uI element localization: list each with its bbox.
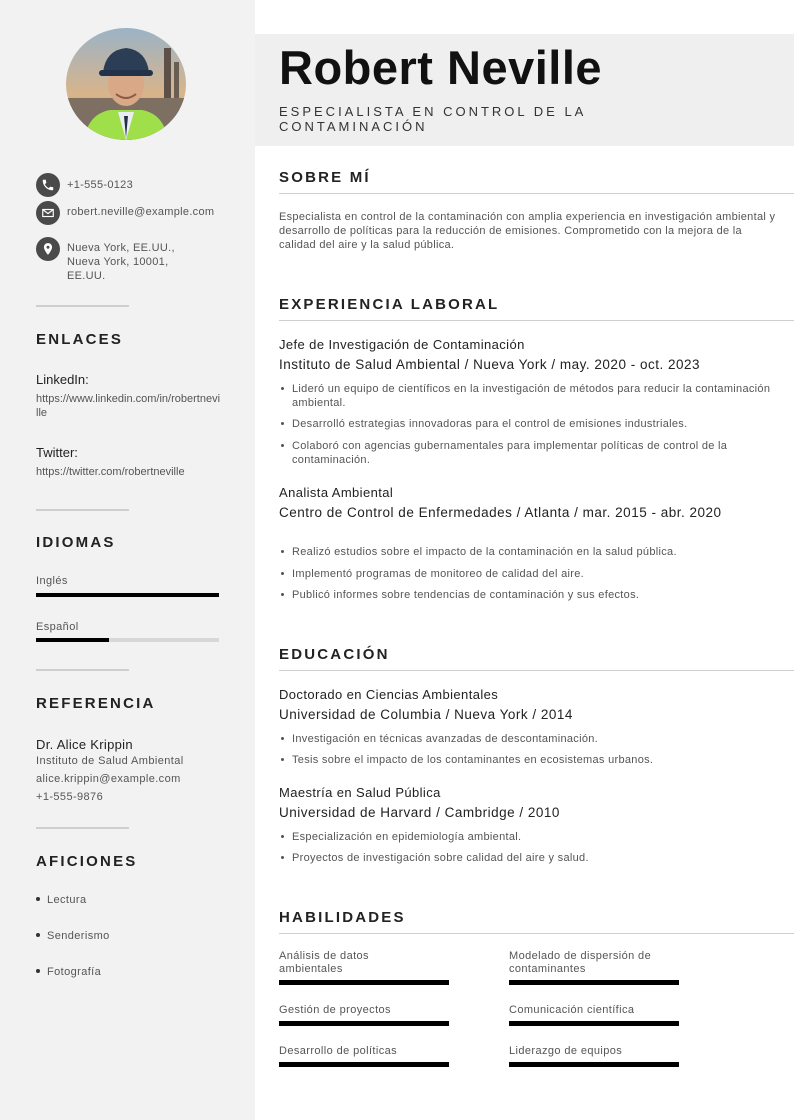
education-heading: EDUCACIÓN [279, 646, 390, 663]
divider [36, 305, 129, 307]
links-heading: ENLACES [36, 331, 124, 348]
divider [36, 827, 129, 829]
contact-phone [36, 173, 217, 197]
profile-photo [66, 28, 186, 140]
about-text: Especialista en control de la contaminación con amplia experiencia en investigación ambiental y desarrollo de políticas para la reducción de emisiones. Comprometido con la mejora de la calidad del aire y la salud pública. [279, 211, 776, 251]
job-org-1: Instituto de Salud Ambiental / Nueva York / may. 2020 - oct. 2023 [279, 357, 700, 372]
job-title: ESPECIALISTA EN CONTROL DE LA CONTAMINACIÓN [279, 104, 586, 134]
education-bullet: Investigación en técnicas avanzadas de descontaminación. [279, 732, 779, 746]
section-rule [279, 933, 794, 934]
job-bullet: Desarrolló estrategias innovadoras para el control de emisiones industriales. [279, 417, 779, 431]
job-bullet: Lideró un equipo de científicos en la investigación de métodos para reducir la contaminación ambiental. [279, 382, 779, 410]
contact-phone-text: +1-555-0123 [67, 179, 133, 191]
job-title-2: Analista Ambiental [279, 485, 394, 500]
linkedin-link[interactable]: https://www.linkedin.com/in/robertneville [36, 393, 221, 419]
skill-level-bar [509, 1021, 679, 1026]
reference-heading: REFERENCIA [36, 695, 156, 712]
divider [36, 509, 129, 511]
job-title-1: Jefe de Investigación de Contaminación [279, 337, 525, 352]
section-rule [279, 670, 794, 671]
person-name: Robert Neville [279, 41, 603, 94]
languages-heading: IDIOMAS [36, 534, 116, 551]
twitter-label: Twitter: [36, 445, 78, 460]
degree-2: Maestría en Salud Pública [279, 785, 441, 800]
language-name: Español [36, 621, 79, 633]
reference-email: alice.krippin@example.com [36, 773, 181, 785]
phone-icon [36, 173, 60, 197]
skill-level-bar [509, 1062, 679, 1067]
education-bullet: Tesis sobre el impacto de los contaminantes en ecosistemas urbanos. [279, 753, 779, 767]
contact-address-text: Nueva York, EE.UU., Nueva York, 10001, EE.UU. [67, 242, 175, 282]
experience-heading: EXPERIENCIA LABORAL [279, 296, 500, 313]
hobby-item: Lectura [36, 894, 87, 906]
degree-org-1: Universidad de Columbia / Nueva York / 2014 [279, 707, 573, 722]
location-pin-icon [36, 237, 60, 261]
language-name: Inglés [36, 575, 68, 587]
job-bullet: Colaboró con agencias gubernamentales para implementar políticas de control de la contaminación. [279, 439, 779, 467]
skill-label: Desarrollo de políticas [279, 1045, 398, 1057]
education-bullet: Proyectos de investigación sobre calidad del aire y salud. [279, 851, 779, 865]
skill-label: Modelado de dispersión de contaminantes [509, 950, 652, 975]
linkedin-label: LinkedIn: [36, 372, 89, 387]
skill-label: Gestión de proyectos [279, 1004, 391, 1016]
envelope-icon [36, 201, 60, 225]
contact-address [36, 237, 187, 283]
skill-level-bar [279, 1021, 449, 1026]
degree-org-2: Universidad de Harvard / Cambridge / 2010 [279, 805, 560, 820]
section-rule [279, 193, 794, 194]
contact-email [36, 201, 217, 225]
reference-phone: +1-555-9876 [36, 791, 104, 803]
job-bullet: Realizó estudios sobre el impacto de la contaminación en la salud pública. [279, 545, 779, 559]
hobby-item: Senderismo [36, 930, 110, 942]
twitter-link[interactable]: https://twitter.com/robertneville [36, 466, 185, 478]
skill-level-bar [279, 980, 449, 985]
reference-org: Instituto de Salud Ambiental [36, 755, 184, 767]
skill-label: Liderazgo de equipos [509, 1045, 623, 1057]
job-bullet: Publicó informes sobre tendencias de contaminación y sus efectos. [279, 588, 779, 602]
divider [36, 669, 129, 671]
hobbies-heading: AFICIONES [36, 853, 138, 870]
contact-email-text: robert.neville@example.com [67, 206, 215, 218]
section-rule [279, 320, 794, 321]
skill-label: Comunicación científica [509, 1004, 635, 1016]
skill-label: Análisis de datos ambientales [279, 950, 369, 975]
skill-level-bar [279, 1062, 449, 1067]
degree-1: Doctorado en Ciencias Ambientales [279, 687, 499, 702]
hobby-item: Fotografía [36, 966, 101, 978]
job-bullet: Implementó programas de monitoreo de calidad del aire. [279, 567, 779, 581]
education-bullet: Especialización en epidemiología ambiental. [279, 830, 779, 844]
skills-heading: HABILIDADES [279, 909, 406, 926]
skill-level-bar [509, 980, 679, 985]
language-level-bar [36, 638, 219, 642]
reference-name: Dr. Alice Krippin [36, 737, 133, 752]
sidebar [0, 0, 255, 1120]
about-heading: SOBRE MÍ [279, 169, 371, 186]
job-org-2: Centro de Control de Enfermedades / Atlanta / mar. 2015 - abr. 2020 [279, 505, 722, 520]
language-level-bar [36, 593, 219, 597]
